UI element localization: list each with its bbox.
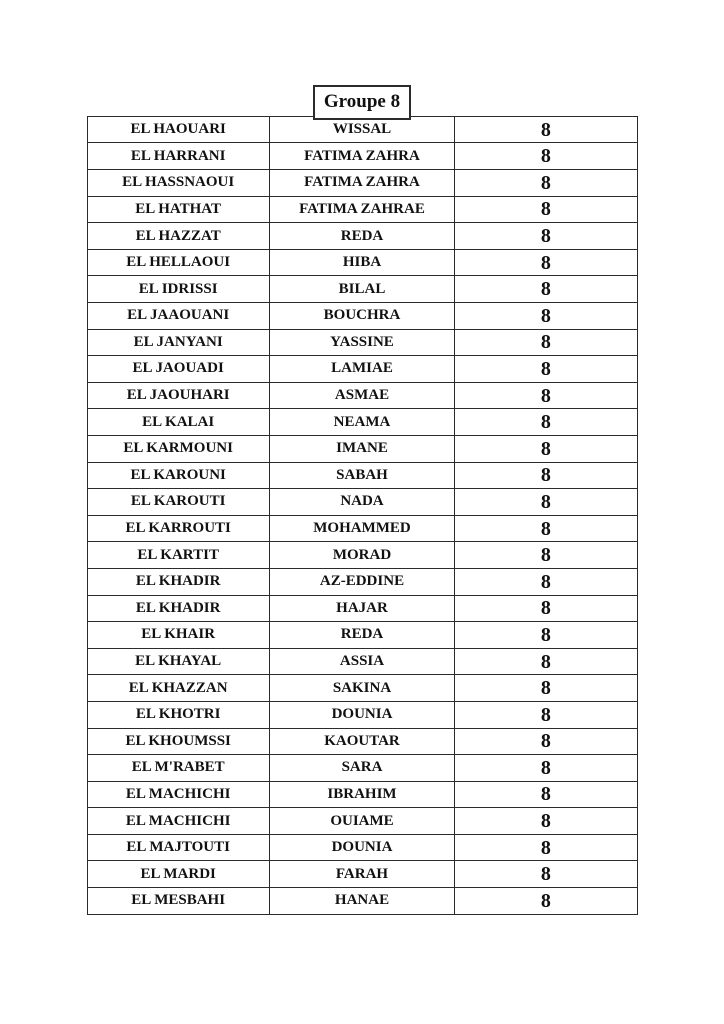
first-name-cell: HIBA [269, 249, 454, 276]
first-name-cell: FATIMA ZAHRA [269, 170, 454, 197]
last-name-cell: EL KHOTRI [87, 701, 269, 728]
group-number-cell: 8 [455, 409, 637, 436]
first-name-cell: DOUNIA [269, 834, 454, 861]
group-number-cell: 8 [455, 888, 637, 915]
group-number-cell: 8 [455, 303, 637, 330]
first-name-cell: ASSIA [269, 648, 454, 675]
first-name-cell: FATIMA ZAHRAE [269, 196, 454, 223]
first-name-cell: SABAH [269, 462, 454, 489]
last-name-cell: EL HARRANI [87, 143, 269, 170]
group-number-cell: 8 [455, 382, 637, 409]
first-name-cell: MORAD [269, 542, 454, 569]
group-number-cell: 8 [455, 701, 637, 728]
students-table [87, 116, 638, 915]
table-row [87, 861, 637, 888]
last-name-cell: EL KARMOUNI [87, 435, 269, 462]
last-name-cell: EL HASSNAOUI [87, 170, 269, 197]
group-number-cell: 8 [455, 143, 637, 170]
last-name-cell: EL KHAIR [87, 622, 269, 649]
students-table-body [87, 116, 637, 914]
last-name-cell: EL MACHICHI [87, 808, 269, 835]
first-name-cell: AZ-EDDINE [269, 568, 454, 595]
table-row [87, 116, 637, 143]
last-name-cell: EL KAROUTI [87, 489, 269, 516]
first-name-cell: REDA [269, 223, 454, 250]
last-name-cell: EL JAAOUANI [87, 303, 269, 330]
first-name-cell: LAMIAE [269, 356, 454, 383]
first-name-cell: OUIAME [269, 808, 454, 835]
group-number-cell: 8 [455, 595, 637, 622]
first-name-cell: NEAMA [269, 409, 454, 436]
last-name-cell: EL KHOUMSSI [87, 728, 269, 755]
group-number-cell: 8 [455, 568, 637, 595]
group-number-cell: 8 [455, 489, 637, 516]
table-row [87, 462, 637, 489]
table-row [87, 409, 637, 436]
last-name-cell: EL MAJTOUTI [87, 834, 269, 861]
last-name-cell: EL HAOUARI [87, 116, 269, 143]
table-row [87, 249, 637, 276]
group-number-cell: 8 [455, 755, 637, 782]
first-name-cell: BOUCHRA [269, 303, 454, 330]
group-number-cell: 8 [455, 675, 637, 702]
first-name-cell: ASMAE [269, 382, 454, 409]
group-number-cell: 8 [455, 808, 637, 835]
first-name-cell: SAKINA [269, 675, 454, 702]
group-number-cell: 8 [455, 435, 637, 462]
table-row [87, 329, 637, 356]
last-name-cell: EL MACHICHI [87, 781, 269, 808]
group-title: Groupe 8 [323, 91, 401, 112]
table-row [87, 888, 637, 915]
table-row [87, 675, 637, 702]
table-row [87, 568, 637, 595]
last-name-cell: EL HELLAOUI [87, 249, 269, 276]
last-name-cell: EL JANYANI [87, 329, 269, 356]
group-number-cell: 8 [455, 116, 637, 143]
group-number-cell: 8 [455, 329, 637, 356]
table-row [87, 170, 637, 197]
table-row [87, 728, 637, 755]
table-row [87, 755, 637, 782]
group-number-cell: 8 [455, 249, 637, 276]
first-name-cell: FARAH [269, 861, 454, 888]
group-number-cell: 8 [455, 170, 637, 197]
table-row [87, 143, 637, 170]
table-row [87, 781, 637, 808]
last-name-cell: EL KHAZZAN [87, 675, 269, 702]
first-name-cell: SARA [269, 755, 454, 782]
group-number-cell: 8 [455, 542, 637, 569]
group-number-cell: 8 [455, 648, 637, 675]
group-number-cell: 8 [455, 834, 637, 861]
first-name-cell: WISSAL [269, 116, 454, 143]
group-number-cell: 8 [455, 462, 637, 489]
table-row [87, 356, 637, 383]
last-name-cell: EL JAOUADI [87, 356, 269, 383]
table-row [87, 834, 637, 861]
first-name-cell: HAJAR [269, 595, 454, 622]
group-number-cell: 8 [455, 728, 637, 755]
first-name-cell: HANAE [269, 888, 454, 915]
first-name-cell: YASSINE [269, 329, 454, 356]
table-row [87, 808, 637, 835]
last-name-cell: EL KARTIT [87, 542, 269, 569]
table-row [87, 435, 637, 462]
last-name-cell: EL KHAYAL [87, 648, 269, 675]
table-row [87, 648, 637, 675]
table-row [87, 542, 637, 569]
last-name-cell: EL KARROUTI [87, 515, 269, 542]
last-name-cell: EL M'RABET [87, 755, 269, 782]
table-row [87, 622, 637, 649]
group-number-cell: 8 [455, 196, 637, 223]
first-name-cell: KAOUTAR [269, 728, 454, 755]
last-name-cell: EL HAZZAT [87, 223, 269, 250]
table-row [87, 595, 637, 622]
last-name-cell: EL JAOUHARI [87, 382, 269, 409]
first-name-cell: REDA [269, 622, 454, 649]
group-number-cell: 8 [455, 223, 637, 250]
first-name-cell: BILAL [269, 276, 454, 303]
table-row [87, 515, 637, 542]
first-name-cell: IBRAHIM [269, 781, 454, 808]
last-name-cell: EL KHADIR [87, 595, 269, 622]
last-name-cell: EL KHADIR [87, 568, 269, 595]
last-name-cell: EL KALAI [87, 409, 269, 436]
group-number-cell: 8 [455, 781, 637, 808]
table-row [87, 701, 637, 728]
first-name-cell: NADA [269, 489, 454, 516]
last-name-cell: EL MARDI [87, 861, 269, 888]
first-name-cell: MOHAMMED [269, 515, 454, 542]
group-number-cell: 8 [455, 356, 637, 383]
table-row [87, 276, 637, 303]
first-name-cell: IMANE [269, 435, 454, 462]
group-number-cell: 8 [455, 861, 637, 888]
group-title-box [313, 85, 411, 120]
last-name-cell: EL KAROUNI [87, 462, 269, 489]
group-number-cell: 8 [455, 515, 637, 542]
table-row [87, 382, 637, 409]
table-row [87, 489, 637, 516]
table-row [87, 196, 637, 223]
last-name-cell: EL HATHAT [87, 196, 269, 223]
table-row [87, 223, 637, 250]
first-name-cell: DOUNIA [269, 701, 454, 728]
last-name-cell: EL IDRISSI [87, 276, 269, 303]
group-number-cell: 8 [455, 276, 637, 303]
table-row [87, 303, 637, 330]
last-name-cell: EL MESBAHI [87, 888, 269, 915]
first-name-cell: FATIMA ZAHRA [269, 143, 454, 170]
group-number-cell: 8 [455, 622, 637, 649]
